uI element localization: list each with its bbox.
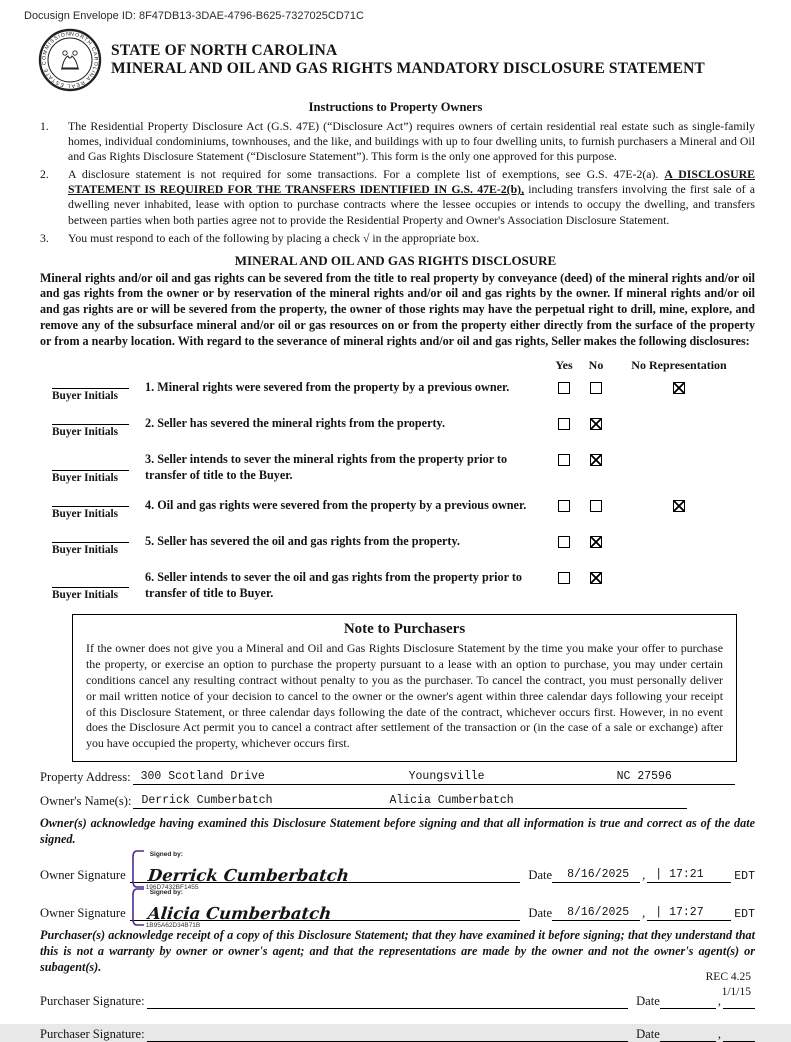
question-4-no-checkbox[interactable]: [590, 500, 602, 512]
item-number: 3.: [40, 230, 49, 245]
docusign-bracket-icon: [130, 887, 146, 927]
item-number: 2.: [40, 167, 49, 182]
buyer-initials-label: Buyer Initials: [52, 507, 119, 520]
owner-names-row: [40, 794, 755, 809]
rec-code: REC 4.25: [705, 971, 751, 984]
owner-signature-row-2: [40, 889, 755, 930]
owner-2-date-part: Date 8/16/2025 , | 17:27 EDT: [528, 906, 755, 922]
question-text: 3. Seller intends to sever the mineral rights from the property prior to transfer of title to the Buyer.: [145, 452, 508, 483]
purchaser-acknowledgment: Purchaser(s) acknowledge receipt of a copy of this Disclosure Statement; that they have examined it before signing; that they understand that this is not a warranty by owner or owner's agent; and that the representations are made by the owner and not the owner's agent(s) or subagent(s).: [40, 928, 755, 974]
buyer-initials-label: Buyer Initials: [52, 390, 119, 403]
initials-blank-line[interactable]: [52, 497, 129, 507]
item-text: You must respond to each of the following by placing a check √ in the appropriate box.: [68, 230, 480, 245]
question-3-no-checkbox[interactable]: [590, 454, 602, 466]
purchaser-1-date-field[interactable]: [660, 1007, 716, 1009]
question-text: 6. Seller intends to sever the oil and gas rights from the property prior to transfer of title to Buyer.: [145, 569, 523, 600]
owner-signature-label: Owner Signature: [40, 906, 126, 921]
document-title-block: [111, 42, 705, 78]
property-state-zip-field[interactable]: NC 27596: [609, 770, 735, 785]
owner-2-timezone: EDT: [734, 908, 755, 922]
buyer-initials-field-3[interactable]: [40, 461, 145, 484]
owner-2-signature-script: Alicia Cumberbatch: [146, 904, 332, 924]
form-title: MINERAL AND OIL AND GAS RIGHTS MANDATORY DISCLOSURE STATEMENT: [111, 60, 705, 77]
signed-by-label: Signed by:: [149, 889, 183, 897]
question-2-no-checkbox[interactable]: [590, 418, 602, 430]
question-row-4: [40, 497, 746, 520]
owner-1-signature-script: Derrick Cumberbatch: [146, 866, 350, 886]
no-representation-column-header: No Representation: [631, 358, 727, 373]
buyer-initials-field-1[interactable]: [40, 379, 145, 402]
owner-1-date-part: Date 8/16/2025 , | 17:21 EDT: [528, 868, 755, 884]
buyer-initials-label: Buyer Initials: [52, 426, 119, 439]
form-version-footer: [706, 970, 751, 1000]
question-4-norep-checkbox[interactable]: [673, 500, 685, 512]
owner-1-signature-id: 196D7432BF1455: [145, 884, 199, 892]
question-2-yes-checkbox[interactable]: [558, 418, 570, 430]
buyer-initials-label: Buyer Initials: [52, 471, 119, 484]
purchaser-signature-1-field[interactable]: [147, 993, 628, 1009]
docusign-envelope-id: Docusign Envelope ID: 8F47DB13-3DAE-4796-B625-7327025CD71C: [24, 10, 364, 22]
initials-blank-line[interactable]: [52, 379, 129, 389]
no-column-header: No: [588, 358, 604, 373]
owner-signature-1-field[interactable]: [130, 851, 521, 892]
state-title: STATE OF NORTH CAROLINA: [111, 42, 338, 59]
purchaser-signature-label: Purchaser Signature:: [40, 993, 145, 1008]
property-address-row: [40, 770, 755, 785]
disclosure-heading: MINERAL AND OIL AND GAS RIGHTS DISCLOSURE: [234, 252, 557, 268]
instruction-item-1: [40, 119, 755, 164]
question-3-yes-checkbox[interactable]: [558, 454, 570, 466]
owner-1-date-field[interactable]: 8/16/2025: [552, 868, 640, 883]
owner-1-time-field[interactable]: | 17:21: [647, 868, 731, 883]
owner-1-timezone: EDT: [734, 870, 755, 884]
question-4-yes-checkbox[interactable]: [558, 500, 570, 512]
svg-text:NORTH CAROLINA REAL ESTATE COM: NORTH CAROLINA REAL ESTATE COMMISSION: [41, 31, 99, 89]
purchaser-signature-label: Purchaser Signature:: [40, 1026, 145, 1041]
owner-signature-2-field[interactable]: [130, 889, 521, 930]
initials-blank-line[interactable]: [52, 533, 129, 543]
instruction-item-2: [40, 167, 755, 227]
item-text: The Residential Property Disclosure Act (G.S. 47E) (“Disclosure Act”) requires owners of certain residential real estate such as single-family homes, individual condominiums, townhouses, and the like, and buildings with up to four dwelling units, to furnish purchasers a Mineral and Oil and Gas Rights Disclosure Statement (“Disclosure Statement”). This form is the only one approved for this purpose.: [68, 119, 755, 164]
question-6-yes-checkbox[interactable]: [558, 572, 570, 584]
date-label: Date: [528, 906, 553, 921]
owner-2-time-field[interactable]: | 17:27: [647, 906, 731, 921]
buyer-initials-label: Buyer Initials: [52, 543, 119, 556]
emphasized-clause: A DISCLOSURE STATEMENT IS REQUIRED FOR THE TRANSFERS IDENTIFIED IN G.S. 47E-2(b),: [68, 167, 755, 197]
question-1-no-checkbox[interactable]: [590, 382, 602, 394]
purchaser-2-year-field[interactable]: [723, 1040, 755, 1042]
signed-by-label: Signed by:: [149, 851, 183, 859]
question-row-5: [40, 533, 746, 556]
property-address-label: Property Address:: [40, 770, 131, 785]
owner-2-date-field[interactable]: 8/16/2025: [552, 906, 640, 921]
purchaser-1-date-part: Date ,: [636, 994, 755, 1009]
disclosure-intro: Mineral rights and/or oil and gas rights can be severed from the title to real property by conveyance (deed) of the mineral rights and/or oil and gas rights from the owner or by reservation of the mineral rights and/or oil and gas rights by the owner. If mineral rights and/or oil and gas rights are or will be severed from the property, the owner of those rights may have the perpetual right to drill, mine, explore, and remove any of the subsurface mineral and/or oil or gas resources on or from the property either directly from the surface of the property or from a nearby location. With regard to the severance of mineral rights and/or oil and gas rights, Seller makes the following disclosures:: [40, 270, 755, 348]
owner-names-label: Owner's Name(s):: [40, 794, 132, 809]
instruction-item-3: [40, 231, 755, 246]
note-heading: Note to Purchasers: [343, 620, 466, 637]
question-row-1: [40, 379, 746, 402]
rev-date: 1/1/15: [721, 986, 751, 999]
purchaser-2-date-part: Date ,: [636, 1027, 755, 1042]
buyer-initials-field-4[interactable]: [40, 497, 145, 520]
owner-signature-row-1: [40, 851, 755, 892]
purchaser-signature-2-field[interactable]: [147, 1026, 628, 1042]
checkbox-column-headers: [40, 358, 746, 373]
question-text: 5. Seller has severed the oil and gas rights from the property.: [145, 533, 460, 548]
buyer-initials-label: Buyer Initials: [52, 588, 119, 601]
purchaser-1-year-field[interactable]: [723, 1007, 755, 1009]
question-row-6: [40, 569, 746, 601]
instructions-heading: Instructions to Property Owners: [308, 100, 483, 114]
purchaser-2-date-field[interactable]: [660, 1040, 716, 1042]
owner-acknowledgment: Owner(s) acknowledge having examined this Disclosure Statement before signing and that all information is true and correct as of the date signed.: [40, 816, 755, 847]
question-6-no-checkbox[interactable]: [590, 572, 602, 584]
property-city-field[interactable]: Youngsville: [401, 770, 609, 785]
date-label: Date: [636, 993, 660, 1008]
initials-blank-line[interactable]: [52, 461, 129, 471]
date-label: Date: [528, 868, 553, 883]
question-5-yes-checkbox[interactable]: [558, 536, 570, 548]
owner-name-2-field[interactable]: Alicia Cumberbatch: [381, 794, 687, 809]
note-body: If the owner does not give you a Mineral and Oil and Gas Rights Disclosure Statement by the time you make your offer to purchase the property, or exercise an option to purchase the property pursuant to a lease with an option to purchase, you may under certain conditions cancel any resulting contract without penalty to you as the purchaser. To cancel the contract, you must personally deliver or mail written notice of your decision to cancel to the owner or the owner's agent within three calendar days following your receipt of this Disclosure Statement, or three calendar days following the date of the contract, whichever occurs first. However, in no event does the Disclosure Act permit you to cancel a contract after settlement of the transaction or (in the case of a sale or exchange) after you have occupied the property, whichever occurs first.: [86, 640, 723, 751]
date-label: Date: [636, 1026, 660, 1041]
initials-blank-line[interactable]: [52, 578, 129, 588]
purchaser-signature-row-1: [40, 993, 755, 1009]
question-row-2: [40, 415, 746, 438]
item-text: A disclosure statement is not required for some transactions. For a complete list of exemptions, see G.S. 47E-2(a). A DISCLOSURE STATEMENT IS REQUIRED FOR THE TRANSFERS IDENTIFIED IN G.S. 47E-2(b), including transfers involving the first sale of a dwelling never inhabited, lease with option to purchase contracts where the lessee occupies or intends to occupy the dwelling, and transfers between parties when both parties agree not to provide the Residential Property and Owner's Association Disclosure Statement.: [68, 167, 755, 227]
question-text: 2. Seller has severed the mineral rights from the property.: [145, 416, 446, 431]
question-text: 1. Mineral rights were severed from the property by a previous owner.: [145, 380, 510, 395]
property-street-field[interactable]: 300 Scotland Drive: [133, 770, 401, 785]
docusign-bracket-icon: [130, 849, 146, 889]
question-1-norep-checkbox[interactable]: [673, 382, 685, 394]
yes-column-header: Yes: [555, 358, 573, 373]
buyer-initials-field-6[interactable]: [40, 578, 145, 601]
question-1-yes-checkbox[interactable]: [558, 382, 570, 394]
question-row-3: [40, 451, 746, 483]
question-text: 4. Oil and gas rights were severed from the property by a previous owner.: [145, 497, 527, 512]
initials-blank-line[interactable]: [52, 415, 129, 425]
buyer-initials-field-2[interactable]: [40, 415, 145, 438]
question-5-no-checkbox[interactable]: [590, 536, 602, 548]
owner-2-signature-id: 1B95A62D34B71B: [145, 922, 201, 930]
owner-name-1-field[interactable]: Derrick Cumberbatch: [133, 794, 381, 809]
item-number: 1.: [40, 119, 49, 133]
buyer-initials-field-5[interactable]: [40, 533, 145, 556]
owner-signature-label: Owner Signature: [40, 868, 126, 883]
purchaser-signature-row-2: [40, 1026, 755, 1042]
nc-real-estate-commission-seal-icon: [38, 28, 102, 92]
note-to-purchasers-box: [72, 614, 737, 763]
